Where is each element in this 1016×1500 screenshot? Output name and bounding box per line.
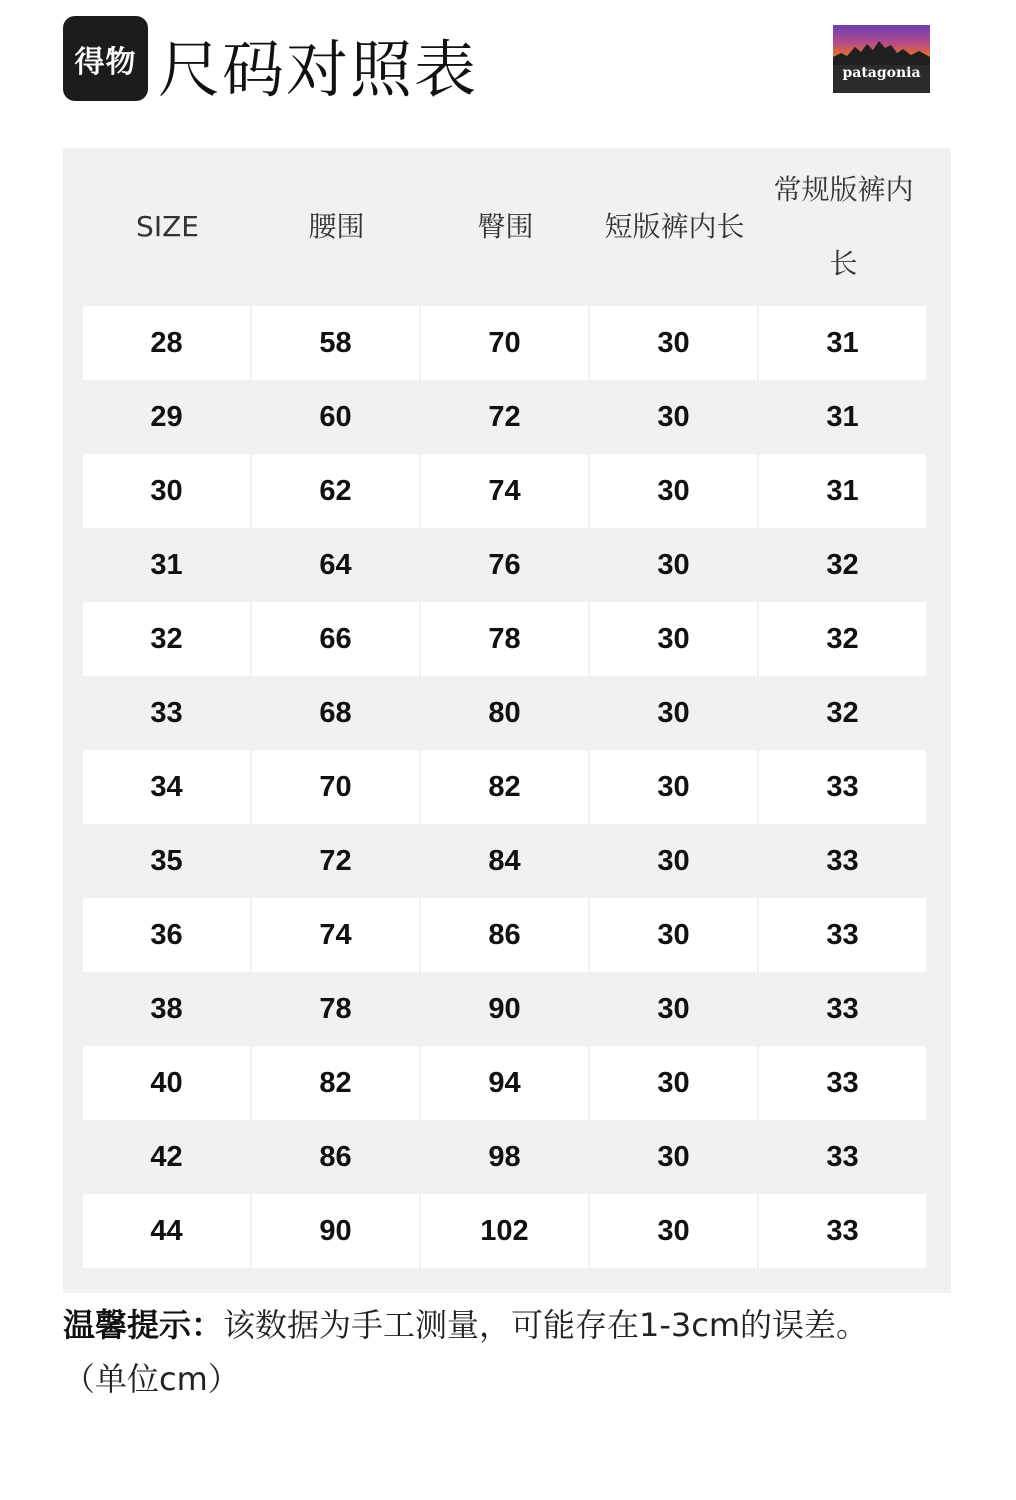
cell-waist: 64 bbox=[252, 528, 419, 602]
cell-size: 40 bbox=[83, 1046, 250, 1120]
cell-regular-inseam: 31 bbox=[759, 380, 926, 454]
cell-short-inseam: 30 bbox=[590, 824, 757, 898]
table-row bbox=[83, 602, 928, 676]
cell-hip: 70 bbox=[421, 306, 588, 380]
cell-waist: 70 bbox=[252, 750, 419, 824]
cell-waist: 68 bbox=[252, 676, 419, 750]
cell-regular-inseam: 33 bbox=[759, 898, 926, 972]
cell-short-inseam: 30 bbox=[590, 750, 757, 824]
cell-waist: 82 bbox=[252, 1046, 419, 1120]
patagonia-logo bbox=[833, 25, 930, 93]
cell-waist: 58 bbox=[252, 306, 419, 380]
cell-size: 44 bbox=[83, 1194, 250, 1268]
cell-hip: 86 bbox=[421, 898, 588, 972]
cell-short-inseam: 30 bbox=[590, 898, 757, 972]
cell-short-inseam: 30 bbox=[590, 602, 757, 676]
brand-wordmark: patagonia bbox=[842, 65, 921, 81]
cell-waist: 72 bbox=[252, 824, 419, 898]
cell-regular-inseam: 33 bbox=[759, 824, 926, 898]
cell-size: 33 bbox=[83, 676, 250, 750]
cell-size: 28 bbox=[83, 306, 250, 380]
table-row bbox=[83, 1046, 928, 1120]
note-label: 温馨提示： bbox=[63, 1306, 224, 1344]
cell-short-inseam: 30 bbox=[590, 972, 757, 1046]
cell-waist: 90 bbox=[252, 1194, 419, 1268]
cell-hip: 98 bbox=[421, 1120, 588, 1194]
cell-hip: 102 bbox=[421, 1194, 588, 1268]
cell-regular-inseam: 31 bbox=[759, 454, 926, 528]
cell-regular-inseam: 32 bbox=[759, 528, 926, 602]
table-row bbox=[83, 1194, 928, 1268]
table-row bbox=[83, 898, 928, 972]
cell-waist: 74 bbox=[252, 898, 419, 972]
cell-waist: 78 bbox=[252, 972, 419, 1046]
header-size: SIZE bbox=[136, 209, 199, 243]
table-row bbox=[83, 750, 928, 824]
cell-hip: 90 bbox=[421, 972, 588, 1046]
cell-regular-inseam: 33 bbox=[759, 750, 926, 824]
table-row bbox=[83, 528, 928, 602]
mountain-silhouette-icon bbox=[833, 35, 930, 65]
dewu-app-logo: 得物 bbox=[63, 16, 148, 101]
table-row bbox=[83, 824, 928, 898]
cell-hip: 74 bbox=[421, 454, 588, 528]
cell-short-inseam: 30 bbox=[590, 1194, 757, 1268]
header-waist: 腰围 bbox=[308, 209, 365, 243]
cell-size: 30 bbox=[83, 454, 250, 528]
header bbox=[63, 16, 953, 116]
cell-waist: 86 bbox=[252, 1120, 419, 1194]
cell-short-inseam: 30 bbox=[590, 676, 757, 750]
cell-hip: 80 bbox=[421, 676, 588, 750]
note-text: 该数据为手工测量，可能存在1-3cm的误差。 bbox=[223, 1306, 869, 1344]
table-row bbox=[83, 676, 928, 750]
cell-regular-inseam: 33 bbox=[759, 1120, 926, 1194]
cell-short-inseam: 30 bbox=[590, 528, 757, 602]
cell-short-inseam: 30 bbox=[590, 454, 757, 528]
cell-hip: 72 bbox=[421, 380, 588, 454]
cell-short-inseam: 30 bbox=[590, 1120, 757, 1194]
cell-hip: 84 bbox=[421, 824, 588, 898]
cell-size: 29 bbox=[83, 380, 250, 454]
measurement-note bbox=[63, 1298, 963, 1406]
cell-regular-inseam: 33 bbox=[759, 1046, 926, 1120]
header-regular-inseam: 常规版裤内长 bbox=[773, 172, 914, 280]
cell-size: 31 bbox=[83, 528, 250, 602]
table-row bbox=[83, 972, 928, 1046]
cell-regular-inseam: 33 bbox=[759, 972, 926, 1046]
cell-hip: 82 bbox=[421, 750, 588, 824]
cell-regular-inseam: 32 bbox=[759, 676, 926, 750]
unit-note: （单位cm） bbox=[63, 1360, 240, 1398]
table-header-row bbox=[83, 148, 928, 305]
header-hip: 臀围 bbox=[477, 209, 534, 243]
cell-short-inseam: 30 bbox=[590, 306, 757, 380]
cell-regular-inseam: 32 bbox=[759, 602, 926, 676]
table-row bbox=[83, 306, 928, 380]
cell-size: 36 bbox=[83, 898, 250, 972]
table-row bbox=[83, 1120, 928, 1194]
cell-waist: 60 bbox=[252, 380, 419, 454]
cell-short-inseam: 30 bbox=[590, 380, 757, 454]
table-row bbox=[83, 454, 928, 528]
cell-size: 42 bbox=[83, 1120, 250, 1194]
cell-size: 32 bbox=[83, 602, 250, 676]
cell-short-inseam: 30 bbox=[590, 1046, 757, 1120]
cell-size: 38 bbox=[83, 972, 250, 1046]
page-title: 尺码对照表 bbox=[158, 33, 479, 106]
cell-waist: 62 bbox=[252, 454, 419, 528]
header-short-inseam: 短版裤内长 bbox=[604, 209, 745, 243]
cell-regular-inseam: 31 bbox=[759, 306, 926, 380]
cell-size: 35 bbox=[83, 824, 250, 898]
cell-waist: 66 bbox=[252, 602, 419, 676]
cell-size: 34 bbox=[83, 750, 250, 824]
cell-hip: 76 bbox=[421, 528, 588, 602]
table-row bbox=[83, 380, 928, 454]
size-chart-table bbox=[63, 148, 951, 1293]
cell-regular-inseam: 33 bbox=[759, 1194, 926, 1268]
cell-hip: 78 bbox=[421, 602, 588, 676]
cell-hip: 94 bbox=[421, 1046, 588, 1120]
